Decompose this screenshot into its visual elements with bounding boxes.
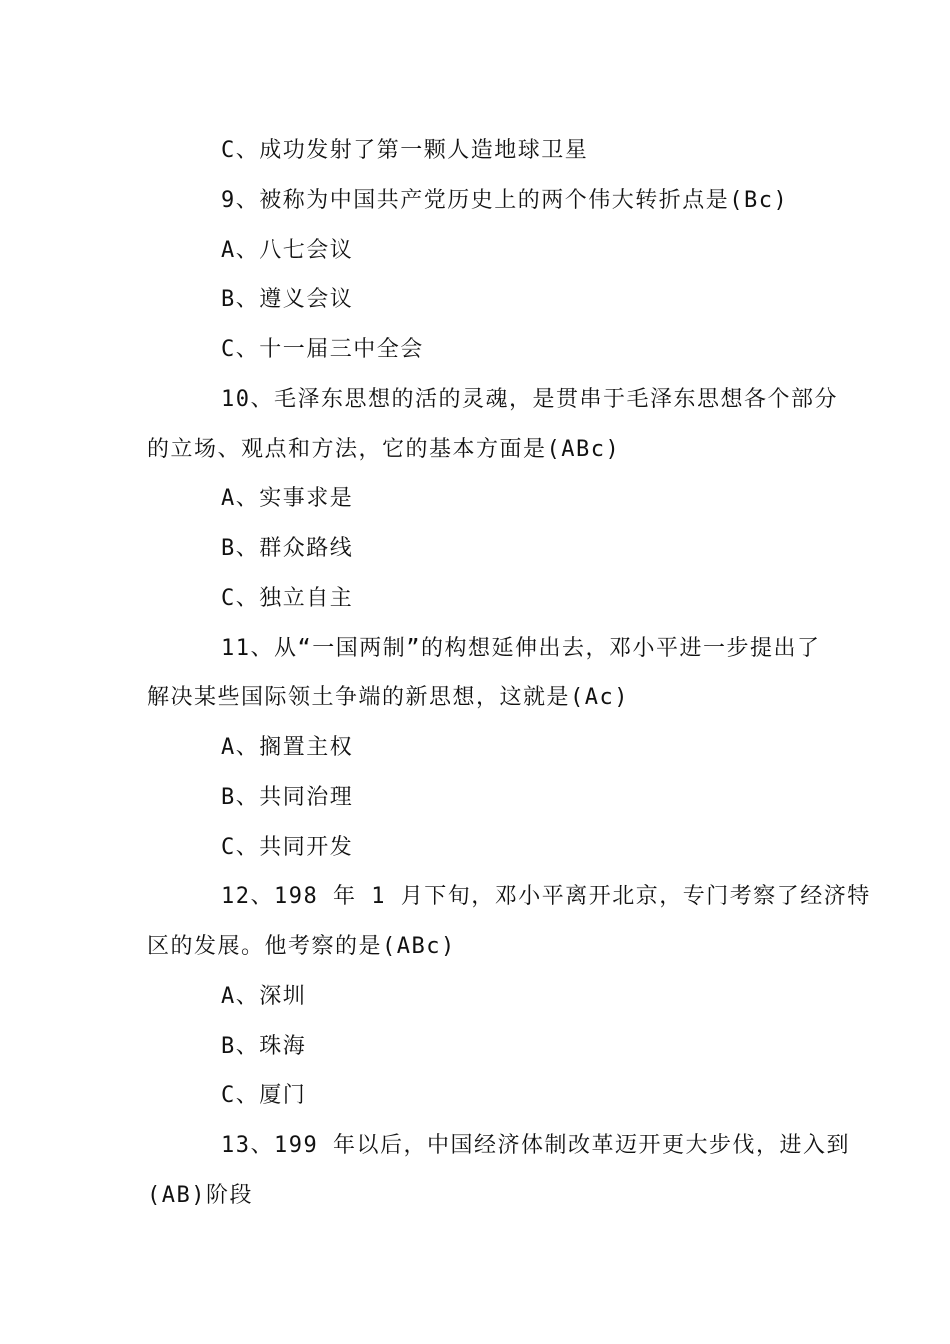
question-line: 9、被称为中国共产党历史上的两个伟大转折点是(Bc) — [221, 188, 789, 213]
option-line: B、群众路线 — [221, 536, 354, 561]
option-line: C、成功发射了第一颗人造地球卫星 — [221, 138, 589, 163]
option-line: C、独立自主 — [221, 586, 354, 611]
option-line: C、厦门 — [221, 1083, 307, 1108]
option-line: B、遵义会议 — [221, 287, 354, 312]
question-continuation-line: (AB)阶段 — [147, 1183, 253, 1208]
question-continuation-line: 解决某些国际领土争端的新思想，这就是(Ac) — [147, 685, 629, 710]
option-line: C、十一届三中全会 — [221, 337, 424, 362]
option-line: A、实事求是 — [221, 486, 354, 511]
option-line: B、珠海 — [221, 1034, 307, 1059]
question-line: 13、199 年以后，中国经济体制改革迈开更大步伐，进入到 — [221, 1133, 850, 1158]
option-line: A、八七会议 — [221, 238, 354, 263]
question-line: 11、从“一国两制”的构想延伸出去，邓小平进一步提出了 — [221, 636, 821, 661]
question-line: 12、198 年 1 月下旬，邓小平离开北京，专门考察了经济特 — [221, 884, 871, 909]
option-line: C、共同开发 — [221, 835, 354, 860]
option-line: A、深圳 — [221, 984, 307, 1009]
question-line: 10、毛泽东思想的活的灵魂，是贯串于毛泽东思想各个部分 — [221, 387, 838, 412]
question-continuation-line: 区的发展。他考察的是(ABc) — [147, 934, 456, 959]
option-line: B、共同治理 — [221, 785, 354, 810]
question-continuation-line: 的立场、观点和方法，它的基本方面是(ABc) — [147, 437, 621, 462]
option-line: A、搁置主权 — [221, 735, 354, 760]
